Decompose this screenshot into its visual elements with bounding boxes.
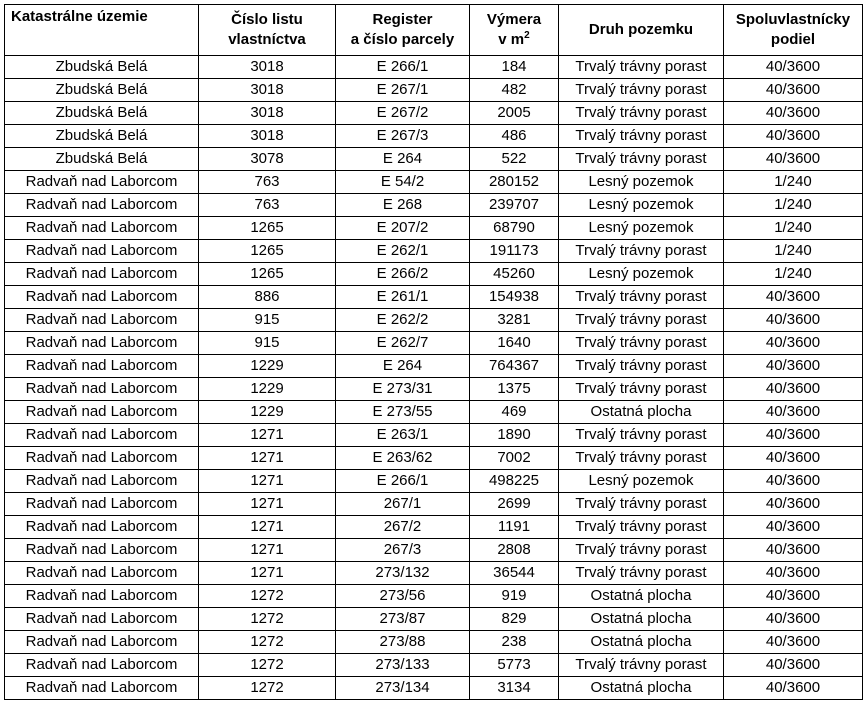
cell-territory: Zbudská Belá (5, 148, 199, 171)
table-row (5, 263, 863, 286)
cell-parcel-number: 267/3 (336, 539, 470, 562)
cell-territory: Zbudská Belá (5, 79, 199, 102)
cell-territory: Zbudská Belá (5, 102, 199, 125)
header-register-line1: Register (372, 11, 433, 28)
cell-share: 40/3600 (724, 493, 863, 516)
cell-area: 1890 (470, 424, 559, 447)
table-row (5, 125, 863, 148)
cell-land-type: Lesný pozemok (559, 470, 724, 493)
cell-sheet-number: 1265 (199, 240, 336, 263)
cell-share: 40/3600 (724, 516, 863, 539)
cell-area: 2808 (470, 539, 559, 562)
cell-share: 40/3600 (724, 102, 863, 125)
cell-land-type: Trvalý trávny porast (559, 125, 724, 148)
cell-land-type: Ostatná plocha (559, 677, 724, 700)
cell-area: 764367 (470, 355, 559, 378)
cell-parcel-number: 273/88 (336, 631, 470, 654)
table-row (5, 332, 863, 355)
table-body (5, 56, 863, 700)
parcel-table (4, 4, 863, 700)
cell-area: 1191 (470, 516, 559, 539)
cell-area: 482 (470, 79, 559, 102)
cell-territory: Radvaň nad Laborcom (5, 470, 199, 493)
cell-land-type: Trvalý trávny porast (559, 79, 724, 102)
cell-sheet-number: 1272 (199, 654, 336, 677)
cell-sheet-number: 1271 (199, 424, 336, 447)
cell-area: 522 (470, 148, 559, 171)
cell-share: 40/3600 (724, 378, 863, 401)
cell-territory: Radvaň nad Laborcom (5, 355, 199, 378)
cell-parcel-number: E 264 (336, 148, 470, 171)
cell-parcel-number: E 262/1 (336, 240, 470, 263)
header-sheet-line2: vlastníctva (228, 31, 306, 48)
cell-area: 469 (470, 401, 559, 424)
cell-sheet-number: 1265 (199, 263, 336, 286)
table-row (5, 378, 863, 401)
cell-share: 40/3600 (724, 562, 863, 585)
cell-share: 40/3600 (724, 447, 863, 470)
cell-sheet-number: 3018 (199, 102, 336, 125)
header-sheet-line1: Číslo listu (231, 11, 303, 28)
cell-land-type: Lesný pozemok (559, 263, 724, 286)
cell-land-type: Trvalý trávny porast (559, 539, 724, 562)
header-area (470, 5, 559, 56)
cell-share: 40/3600 (724, 309, 863, 332)
cell-area: 486 (470, 125, 559, 148)
cell-parcel-number: 273/87 (336, 608, 470, 631)
table-row (5, 631, 863, 654)
cell-territory: Radvaň nad Laborcom (5, 447, 199, 470)
cell-sheet-number: 1265 (199, 217, 336, 240)
table-row (5, 493, 863, 516)
cell-sheet-number: 3078 (199, 148, 336, 171)
header-sheet (199, 5, 336, 56)
cell-share: 1/240 (724, 263, 863, 286)
cell-sheet-number: 1271 (199, 493, 336, 516)
cell-land-type: Trvalý trávny porast (559, 516, 724, 539)
cell-sheet-number: 915 (199, 309, 336, 332)
table-row (5, 79, 863, 102)
cell-land-type: Trvalý trávny porast (559, 148, 724, 171)
cell-sheet-number: 1271 (199, 447, 336, 470)
cell-parcel-number: 273/133 (336, 654, 470, 677)
cell-land-type: Trvalý trávny porast (559, 332, 724, 355)
cell-sheet-number: 1272 (199, 677, 336, 700)
cell-area: 238 (470, 631, 559, 654)
table-row (5, 447, 863, 470)
table-row (5, 677, 863, 700)
table-header (5, 5, 863, 56)
cell-parcel-number: E 261/1 (336, 286, 470, 309)
cell-territory: Radvaň nad Laborcom (5, 401, 199, 424)
header-territory-label: Katastrálne územie (11, 8, 148, 25)
cell-sheet-number: 1229 (199, 378, 336, 401)
cell-sheet-number: 1229 (199, 355, 336, 378)
cell-sheet-number: 1229 (199, 401, 336, 424)
cell-share: 40/3600 (724, 631, 863, 654)
cell-parcel-number: E 262/7 (336, 332, 470, 355)
cell-territory: Radvaň nad Laborcom (5, 585, 199, 608)
header-share-line1: Spoluvlastnícky (735, 11, 851, 28)
cell-area: 36544 (470, 562, 559, 585)
cell-land-type: Trvalý trávny porast (559, 56, 724, 79)
cell-parcel-number: 273/132 (336, 562, 470, 585)
cell-share: 40/3600 (724, 424, 863, 447)
cell-sheet-number: 1272 (199, 585, 336, 608)
cell-area: 68790 (470, 217, 559, 240)
cell-sheet-number: 1272 (199, 608, 336, 631)
cell-parcel-number: 273/56 (336, 585, 470, 608)
cell-parcel-number: E 266/1 (336, 56, 470, 79)
cell-territory: Radvaň nad Laborcom (5, 240, 199, 263)
table-row (5, 217, 863, 240)
cell-area: 7002 (470, 447, 559, 470)
cell-share: 1/240 (724, 217, 863, 240)
cell-territory: Radvaň nad Laborcom (5, 286, 199, 309)
table-row (5, 102, 863, 125)
cell-land-type: Trvalý trávny porast (559, 309, 724, 332)
table-row (5, 585, 863, 608)
cell-area: 191173 (470, 240, 559, 263)
cell-land-type: Trvalý trávny porast (559, 654, 724, 677)
table-row (5, 470, 863, 493)
cell-territory: Radvaň nad Laborcom (5, 539, 199, 562)
header-type (559, 5, 724, 56)
cell-area: 45260 (470, 263, 559, 286)
cell-land-type: Trvalý trávny porast (559, 355, 724, 378)
cell-share: 40/3600 (724, 470, 863, 493)
cell-share: 40/3600 (724, 56, 863, 79)
cell-land-type: Lesný pozemok (559, 171, 724, 194)
cell-share: 40/3600 (724, 539, 863, 562)
table-row (5, 171, 863, 194)
cell-parcel-number: E 268 (336, 194, 470, 217)
cell-share: 40/3600 (724, 677, 863, 700)
cell-land-type: Ostatná plocha (559, 631, 724, 654)
cell-share: 1/240 (724, 171, 863, 194)
cell-parcel-number: E 267/2 (336, 102, 470, 125)
table-row (5, 309, 863, 332)
cell-land-type: Trvalý trávny porast (559, 562, 724, 585)
cell-territory: Radvaň nad Laborcom (5, 493, 199, 516)
cell-land-type: Trvalý trávny porast (559, 286, 724, 309)
cell-parcel-number: E 262/2 (336, 309, 470, 332)
cell-area: 3281 (470, 309, 559, 332)
cell-sheet-number: 3018 (199, 125, 336, 148)
cell-territory: Radvaň nad Laborcom (5, 677, 199, 700)
cell-territory: Radvaň nad Laborcom (5, 332, 199, 355)
cell-land-type: Trvalý trávny porast (559, 493, 724, 516)
cell-territory: Radvaň nad Laborcom (5, 654, 199, 677)
header-type-label: Druh pozemku (588, 21, 694, 38)
header-territory (5, 5, 199, 56)
cell-territory: Zbudská Belá (5, 56, 199, 79)
cell-land-type: Trvalý trávny porast (559, 102, 724, 125)
header-share-line2: podiel (770, 31, 816, 48)
cell-area: 239707 (470, 194, 559, 217)
cell-territory: Radvaň nad Laborcom (5, 424, 199, 447)
header-area-line2: v m (498, 31, 525, 48)
cell-sheet-number: 1271 (199, 539, 336, 562)
cell-area: 3134 (470, 677, 559, 700)
cell-parcel-number: E 273/31 (336, 378, 470, 401)
cell-parcel-number: E 267/1 (336, 79, 470, 102)
table-row (5, 424, 863, 447)
cell-parcel-number: 267/2 (336, 516, 470, 539)
cell-sheet-number: 763 (199, 194, 336, 217)
header-register-line2: a číslo parcely (350, 31, 455, 48)
cell-area: 154938 (470, 286, 559, 309)
cell-share: 1/240 (724, 240, 863, 263)
cell-land-type: Ostatná plocha (559, 585, 724, 608)
cell-sheet-number: 763 (199, 171, 336, 194)
cell-land-type: Lesný pozemok (559, 217, 724, 240)
table-row (5, 654, 863, 677)
cell-parcel-number: E 263/62 (336, 447, 470, 470)
cell-parcel-number: E 273/55 (336, 401, 470, 424)
cell-parcel-number: E 266/1 (336, 470, 470, 493)
cell-area: 2699 (470, 493, 559, 516)
cell-parcel-number: E 266/2 (336, 263, 470, 286)
cell-share: 40/3600 (724, 654, 863, 677)
cell-sheet-number: 886 (199, 286, 336, 309)
table-row (5, 401, 863, 424)
cell-area: 829 (470, 608, 559, 631)
cell-land-type: Trvalý trávny porast (559, 240, 724, 263)
header-register (336, 5, 470, 56)
cell-share: 1/240 (724, 194, 863, 217)
cell-parcel-number: E 264 (336, 355, 470, 378)
cell-territory: Radvaň nad Laborcom (5, 217, 199, 240)
cell-territory: Radvaň nad Laborcom (5, 631, 199, 654)
table-row (5, 562, 863, 585)
cell-sheet-number: 3018 (199, 79, 336, 102)
cell-area: 280152 (470, 171, 559, 194)
table-row (5, 539, 863, 562)
cell-share: 40/3600 (724, 125, 863, 148)
header-row (5, 5, 863, 56)
cell-area: 498225 (470, 470, 559, 493)
cell-parcel-number: E 267/3 (336, 125, 470, 148)
cell-parcel-number: E 54/2 (336, 171, 470, 194)
cell-share: 40/3600 (724, 286, 863, 309)
cell-sheet-number: 1271 (199, 516, 336, 539)
table-row (5, 355, 863, 378)
cell-share: 40/3600 (724, 332, 863, 355)
cell-parcel-number: E 263/1 (336, 424, 470, 447)
cell-sheet-number: 1271 (199, 562, 336, 585)
cell-territory: Radvaň nad Laborcom (5, 263, 199, 286)
cell-parcel-number: 273/134 (336, 677, 470, 700)
header-area-line1: Výmera (486, 11, 542, 28)
cell-territory: Radvaň nad Laborcom (5, 171, 199, 194)
cell-share: 40/3600 (724, 148, 863, 171)
cell-area: 2005 (470, 102, 559, 125)
cell-land-type: Ostatná plocha (559, 401, 724, 424)
cell-share: 40/3600 (724, 585, 863, 608)
table-row (5, 194, 863, 217)
cell-land-type: Trvalý trávny porast (559, 424, 724, 447)
cell-territory: Radvaň nad Laborcom (5, 194, 199, 217)
cell-area: 919 (470, 585, 559, 608)
header-share (724, 5, 863, 56)
cell-sheet-number: 1271 (199, 470, 336, 493)
cell-area: 1640 (470, 332, 559, 355)
cell-share: 40/3600 (724, 401, 863, 424)
table-row (5, 516, 863, 539)
cell-share: 40/3600 (724, 79, 863, 102)
cell-parcel-number: E 207/2 (336, 217, 470, 240)
table-row (5, 148, 863, 171)
cell-share: 40/3600 (724, 608, 863, 631)
cell-land-type: Lesný pozemok (559, 194, 724, 217)
cell-area: 1375 (470, 378, 559, 401)
cell-land-type: Ostatná plocha (559, 608, 724, 631)
cell-area: 5773 (470, 654, 559, 677)
cell-territory: Radvaň nad Laborcom (5, 562, 199, 585)
table-row (5, 56, 863, 79)
header-area-superscript: 2 (524, 30, 530, 41)
cell-parcel-number: 267/1 (336, 493, 470, 516)
cell-territory: Radvaň nad Laborcom (5, 608, 199, 631)
cell-sheet-number: 915 (199, 332, 336, 355)
cell-territory: Radvaň nad Laborcom (5, 378, 199, 401)
cell-share: 40/3600 (724, 355, 863, 378)
cell-sheet-number: 1272 (199, 631, 336, 654)
cell-land-type: Trvalý trávny porast (559, 378, 724, 401)
cell-area: 184 (470, 56, 559, 79)
table-row (5, 286, 863, 309)
table-row (5, 608, 863, 631)
cell-territory: Zbudská Belá (5, 125, 199, 148)
cell-territory: Radvaň nad Laborcom (5, 516, 199, 539)
table-row (5, 240, 863, 263)
cell-sheet-number: 3018 (199, 56, 336, 79)
cell-land-type: Trvalý trávny porast (559, 447, 724, 470)
cell-territory: Radvaň nad Laborcom (5, 309, 199, 332)
